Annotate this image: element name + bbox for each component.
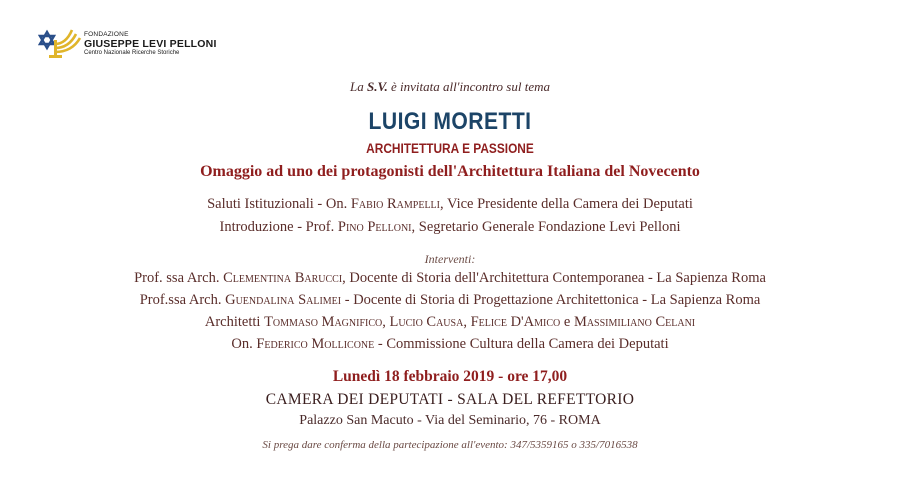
speaker3-sep-1: , (382, 314, 390, 330)
speaker3-name-3: Felice D'Amico (470, 314, 561, 330)
invite-post: è invitata all'incontro sul tema (387, 79, 550, 94)
saluti-line (0, 196, 900, 213)
speaker3-sep-2: , (463, 314, 471, 330)
intro-line (0, 219, 900, 236)
event-date: Lunedì 18 febbraio 2019 - ore 17,00 (332, 368, 568, 385)
speaker1-name: Clementina Barucci (223, 270, 343, 286)
speaker-line-3 (0, 314, 900, 331)
saluti-pre: Saluti Istituzionali - On. (207, 196, 351, 212)
invitation-line (0, 79, 900, 95)
intro-post: , Segretario Generale Fondazione Levi Pelloni (411, 219, 681, 235)
saluti-name: Fabio Rampelli (350, 196, 440, 212)
speaker2-pre: Prof.ssa Arch. (139, 292, 226, 308)
speaker4-pre: On. (231, 336, 257, 352)
speaker3-sep-3: e (560, 314, 574, 330)
speaker2-name: Guendalina Salimei (225, 292, 342, 308)
event-subtitle: ARCHITETTURA E PASSIONE (366, 141, 534, 156)
intro-pre: Introduzione - Prof. (219, 219, 338, 235)
foundation-name (84, 32, 217, 56)
logo-line-3: Centro Nazionale Ricerche Storiche (84, 49, 180, 56)
interventi-label: Interventi: (424, 252, 476, 266)
intro-name: Pino Pelloni (337, 219, 412, 235)
speaker2-post: - Docente di Storia di Progettazione Architettonica - La Sapienza Roma (341, 292, 761, 308)
speaker3-pre: Architetti (204, 314, 265, 330)
speaker-line-2 (0, 292, 900, 309)
speaker3-name-1: Tommaso Magnifico (264, 314, 383, 330)
foundation-logo (38, 26, 217, 62)
speaker-line-1 (0, 270, 900, 287)
speaker3-name-2: Lucio Causa (389, 314, 464, 330)
logo-line-2: GIUSEPPE LEVI PELLONI (84, 37, 217, 50)
invite-sv: S.V. (366, 79, 388, 94)
speaker1-pre: Prof. ssa Arch. (134, 270, 224, 286)
event-title: LUIGI MORETTI (368, 108, 532, 135)
event-tagline: Omaggio ad uno dei protagonisti dell'Architettura Italiana del Novecento (200, 163, 700, 180)
invite-pre: La (350, 79, 367, 94)
speaker4-name: Federico Mollicone (256, 336, 375, 352)
event-address: Palazzo San Macuto - Via del Seminario, 76 - ROMA (299, 413, 601, 428)
speaker1-post: , Docente di Storia dell'Architettura Contemporanea - La Sapienza Roma (342, 270, 766, 286)
speaker4-post: - Commissione Cultura della Camera dei Deputati (374, 336, 669, 352)
rsvp-note: Si prega dare conferma della partecipazione all'evento: 347/5359165 o 335/7016538 (262, 439, 638, 451)
event-venue: CAMERA DEI DEPUTATI - SALA DEL REFETTORIO (265, 391, 635, 408)
speaker3-name-4: Massimiliano Celani (573, 314, 696, 330)
speaker-line-4 (0, 336, 900, 353)
logo-line-1: FONDAZIONE (84, 30, 129, 38)
saluti-post: , Vice Presidente della Camera dei Deputati (440, 196, 693, 212)
menorah-star-icon (38, 26, 82, 62)
